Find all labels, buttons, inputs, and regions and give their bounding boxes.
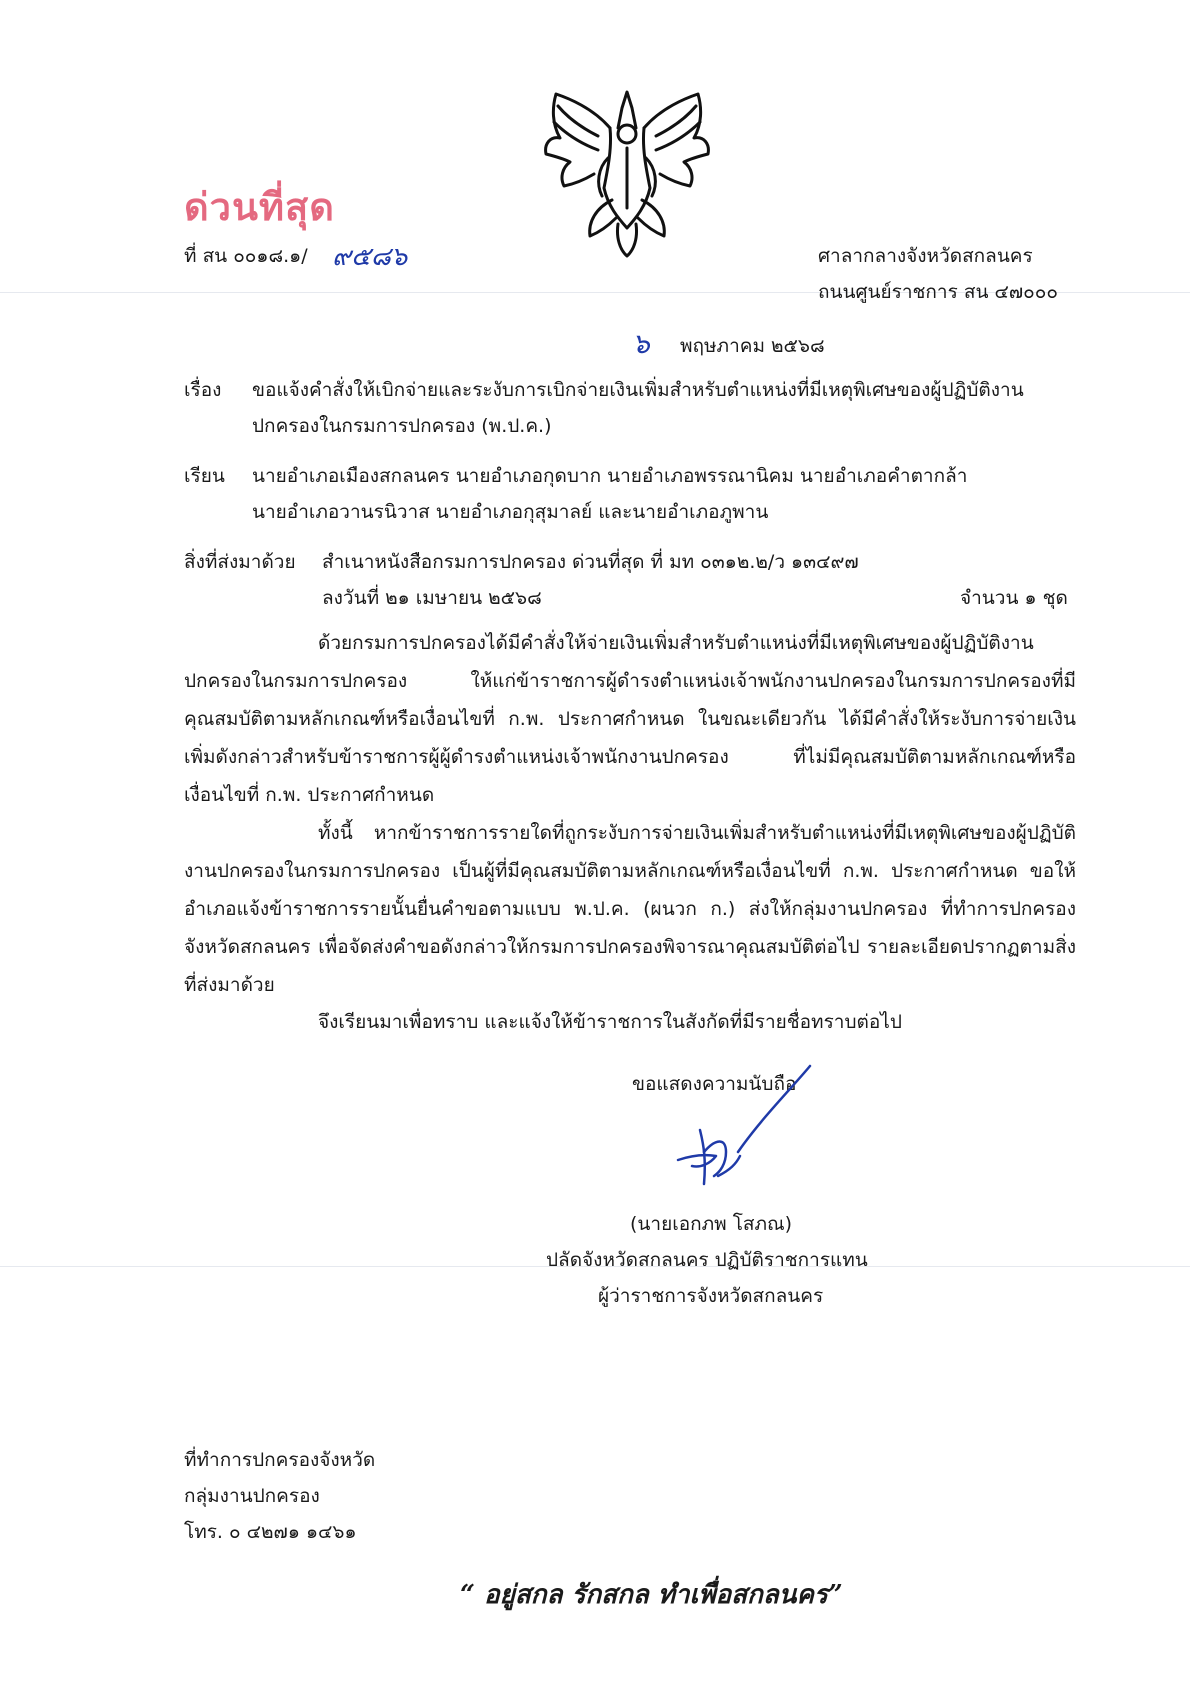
footer-motto: “ อยู่สกล รักสกล ทำเพื่อสกลนคร” xyxy=(460,1580,843,1610)
to-line2: นายอำเภอวานรนิวาส นายอำเภอกุสุมาลย์ และนายอำเภอภูพาน xyxy=(252,501,769,523)
body-paragraph-1 xyxy=(184,624,1076,814)
date-month-year: พฤษภาคม ๒๕๖๘ xyxy=(680,335,825,357)
footer-office: ที่ทำการปกครองจังหวัด xyxy=(184,1449,376,1471)
doc-number-handwritten: ๙๕๘๖ xyxy=(332,242,408,272)
footer-division: กลุ่มงานปกครอง xyxy=(184,1485,320,1507)
enclosure-line1: สำเนาหนังสือกรมการปกครอง ด่วนที่สุด ที่ มท ๐๓๑๒.๒/ว ๑๓๔๙๗ xyxy=(322,551,859,573)
address-line1: ศาลากลางจังหวัดสกลนคร xyxy=(818,245,1033,267)
signatory-name: (นายเอกภพ โสภณ) xyxy=(630,1213,793,1235)
enclosure-label: สิ่งที่ส่งมาด้วย xyxy=(184,551,296,573)
address-line2: ถนนศูนย์ราชการ สน ๔๗๐๐๐ xyxy=(818,281,1058,303)
subject-label: เรื่อง xyxy=(184,379,222,401)
body-paragraph-2 xyxy=(184,814,1076,1004)
enclosure-quantity: จำนวน ๑ ชุด xyxy=(960,587,1068,609)
signature-scribble xyxy=(660,1060,820,1200)
subject-line1: ขอแจ้งคำสั่งให้เบิกจ่ายและระงับการเบิกจ่ายเงินเพิ่มสำหรับตำแหน่งที่มีเหตุพิเศษของผู้ปฏิบัติงาน xyxy=(252,379,1024,401)
closing-request: จึงเรียนมาเพื่อทราบ และแจ้งให้ข้าราชการในสังกัดที่มีรายชื่อทราบต่อไป xyxy=(318,1011,902,1033)
signatory-title-line1: ปลัดจังหวัดสกลนคร ปฏิบัติราชการแทน xyxy=(546,1249,868,1271)
body-paragraph-2-text: ทั้งนี้ หากข้าราชการรายใดที่ถูกระงับการจ่ายเงินเพิ่มสำหรับตำแหน่งที่มีเหตุพิเศษของผู้ปฏิบัติงานปกครองในกรมการปกครอง เป็นผู้ที่มีคุณสมบัติตามหลักเกณฑ์หรือเงื่อนไขที่ ก.พ. ประกาศกำหนด ขอให้อำเภอแจ้งข้าราชการรายนั้นยื่นคำขอตามแบบ พ.ป.ค. (ผนวก ก.) ส่งให้กลุ่มงานปกครอง ที่ทำการปกครองจังหวัดสกลนคร เพื่อจัดส่งคำขอดังกล่าวให้กรมการปกครองพิจารณาคุณสมบัติต่อไป รายละเอียดปรากฏตามสิ่งที่ส่งมาด้วย xyxy=(184,822,1076,996)
to-line1: นายอำเภอเมืองสกลนคร นายอำเภอกุดบาก นายอำเภอพรรณานิคม นายอำเภอคำตากล้า xyxy=(252,465,968,487)
footer-phone: โทร. ๐ ๔๒๗๑ ๑๔๖๑ xyxy=(184,1521,357,1543)
body-paragraph-1-text: ด้วยกรมการปกครองได้มีคำสั่งให้จ่ายเงินเพิ่มสำหรับตำแหน่งที่มีเหตุพิเศษของผู้ปฏิบัติงานปกครองในกรมการปกครอง ให้แก่ข้าราชการผู้ดำรงตำแหน่งเจ้าพนักงานปกครองในกรมการปกครองที่มีคุณสมบัติตามหลักเกณฑ์หรือเงื่อนไขที่ ก.พ. ประกาศกำหนด ในขณะเดียวกัน ได้มีคำสั่งให้ระงับการจ่ายเงินเพิ่มดังกล่าวสำหรับข้าราชการผู้ผู้ดำรงตำแหน่งเจ้าพนักงานปกครอง ที่ไม่มีคุณสมบัติตามหลักเกณฑ์หรือเงื่อนไขที่ ก.พ. ประกาศกำหนด xyxy=(184,632,1076,806)
urgent-stamp: ด่วนที่สุด xyxy=(184,185,335,229)
to-label: เรียน xyxy=(184,465,225,487)
doc-number-label: ที่ สน ๐๐๑๘.๑/ xyxy=(184,245,308,267)
garuda-emblem-icon xyxy=(538,88,716,258)
enclosure-line2: ลงวันที่ ๒๑ เมษายน ๒๕๖๘ xyxy=(322,587,542,609)
date-day-handwritten: ๖ xyxy=(632,327,650,360)
subject-line2: ปกครองในกรมการปกครอง (พ.ป.ค.) xyxy=(252,415,552,437)
salutation: ขอแสดงความนับถือ xyxy=(632,1073,797,1095)
signatory-title-line2: ผู้ว่าราชการจังหวัดสกลนคร xyxy=(598,1285,824,1307)
